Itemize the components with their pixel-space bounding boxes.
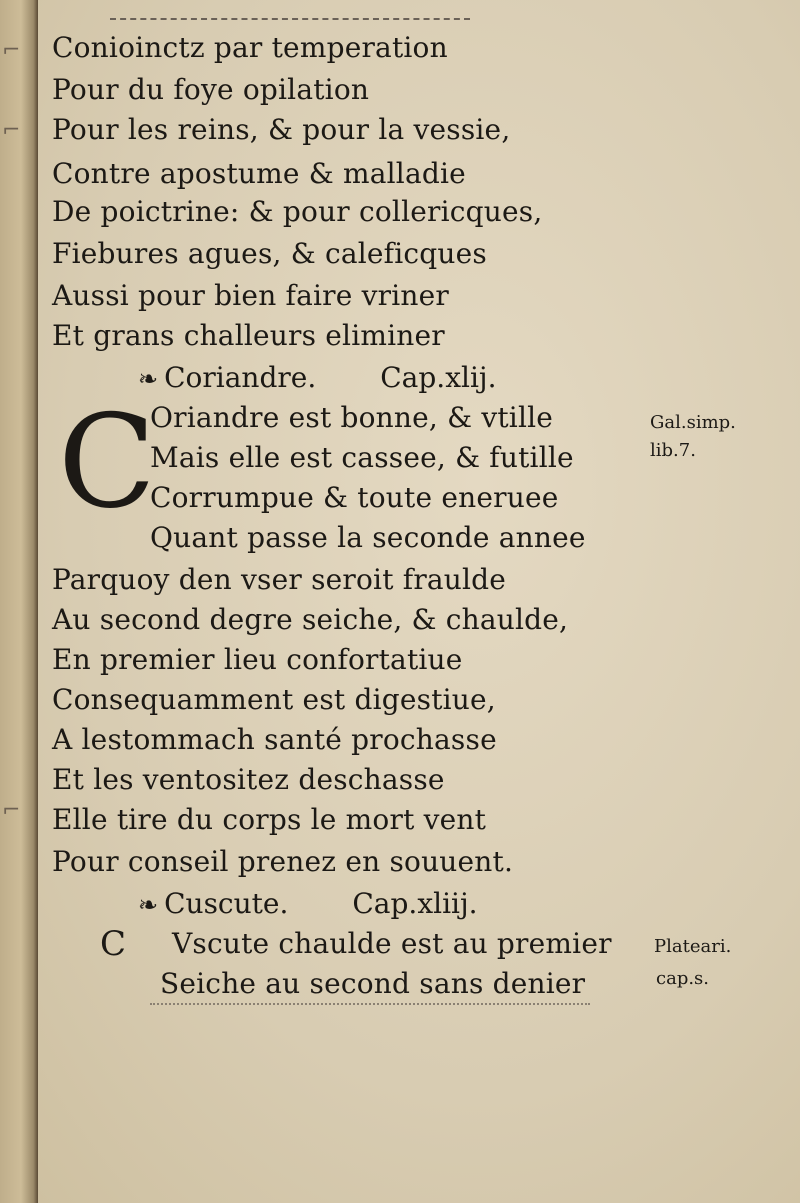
verse-line: Seiche au second sans denier	[160, 967, 586, 1000]
verse-line: Consequamment est digestiue,	[52, 683, 496, 716]
top-rule	[110, 18, 470, 20]
drop-capital: C	[58, 388, 156, 537]
gutter-bracket: ⌐	[2, 118, 21, 143]
verse-line: Vscute chaulde est au premier	[172, 927, 612, 960]
chapter-number: Cap.xlij.	[380, 361, 497, 394]
verse-line: De poictrine: & pour collericques,	[52, 195, 543, 228]
verse-line: A lestommach santé prochasse	[52, 723, 497, 756]
fleuron-icon: ❧	[138, 365, 159, 393]
verse-line: Pour les reins, & pour la vessie,	[52, 113, 511, 146]
verse-line: Mais elle est cassee, & futille	[150, 441, 574, 474]
chapter-number: Cap.xliij.	[352, 887, 478, 920]
drop-capital: C	[100, 924, 127, 964]
margin-note-source: Plateari.	[654, 936, 732, 957]
verse-line: En premier lieu confortatiue	[52, 643, 463, 676]
heading-title: Coriandre.	[164, 361, 317, 394]
verse-line: Aussi pour bien faire vriner	[52, 279, 449, 312]
verse-line: Parquoy den vser seroit fraulde	[52, 563, 507, 596]
verse-line: Quant passe la seconde annee	[150, 521, 586, 554]
verse-line: Conioinctz par temperation	[52, 31, 448, 64]
margin-note-source: cap.s.	[656, 968, 710, 989]
gutter-bracket: ⌐	[2, 798, 21, 823]
verse-line: Corrumpue & toute eneruee	[150, 481, 559, 514]
verse-line: Fiebures agues, & caleficques	[52, 237, 487, 270]
chapter-heading-coriandre	[138, 358, 496, 399]
verse-line: Pour conseil prenez en souuent.	[52, 845, 514, 878]
verse-line: Au second degre seiche, & chaulde,	[52, 603, 569, 636]
heading-title: Cuscute.	[164, 887, 289, 920]
margin-note-source: lib.7.	[650, 440, 696, 461]
bottom-rule	[150, 1003, 590, 1005]
verse-line: Et les ventositez deschasse	[52, 763, 445, 796]
verse-line: Elle tire du corps le mort vent	[52, 803, 487, 836]
gutter-bracket: ⌐	[2, 38, 21, 63]
verse-line: Et grans challeurs eliminer	[52, 319, 445, 352]
verse-line: Contre apostume & malladie	[52, 157, 466, 190]
verse-line: Oriandre est bonne, & vtille	[150, 401, 554, 434]
fleuron-icon: ❧	[138, 891, 159, 919]
chapter-heading-cuscute	[138, 884, 478, 925]
book-gutter	[0, 0, 38, 1203]
verse-line: Pour du foye opilation	[52, 73, 370, 106]
margin-note-source: Gal.simp.	[650, 412, 736, 433]
